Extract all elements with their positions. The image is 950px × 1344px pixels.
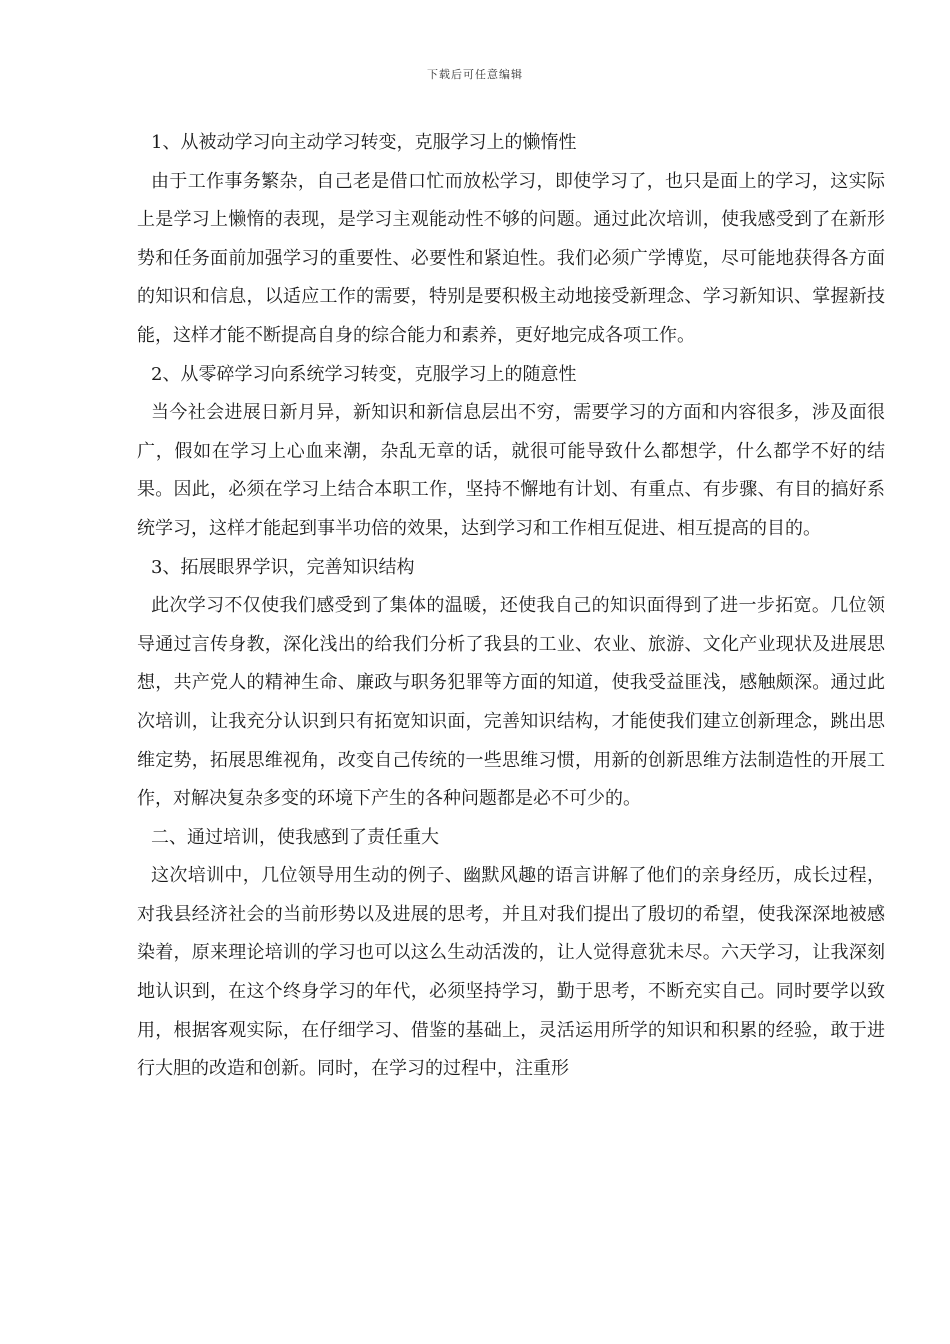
paragraph: 这次培训中，几位领导用生动的例子、幽默风趣的语言讲解了他们的亲身经历，成长过程，对我县经济社会的当前形势以及进展的思考，并且对我们提出了殷切的希望，使我深深地被感染着，原来理论培训的学习也可以这么生动活泼的，让人觉得意犹未尽。六天学习，让我深刻地认识到，在这个终身学习的年代，必须坚持学习，勤于思考，不断充实自己。同时要学以致用，根据客观实际，在仔细学习、借鉴的基础上，灵活运用所学的知识和积累的经验，敢于进行大胆的改造和创新。同时，在学习的过程中，注重形 [137, 865, 885, 1080]
paragraph: 此次学习不仅使我们感受到了集体的温暖，还使我自己的知识面得到了进一步拓宽。几位领导通过言传身教，深化浅出的给我们分析了我县的工业、农业、旅游、文化产业现状及进展思想，共产党人的精神生命、廉政与职务犯罪等方面的知道，使我受益匪浅，感触颇深。通过此次培训，让我充分认识到只有拓宽知识面，完善知识结构，才能使我们建立创新理念，跳出思维定势，拓展思维视角，改变自己传统的一些思维习惯，用新的创新思维方法制造性的开展工作，对解决复杂多变的环境下产生的各种问题都是必不可少的。 [137, 595, 885, 810]
section-heading: 2、从零碎学习向系统学习转变，克服学习上的随意性 [151, 363, 577, 385]
paragraph: 当今社会进展日新月异，新知识和新信息层出不穷，需要学习的方面和内容很多，涉及面很广，假如在学习上心血来潮，杂乱无章的话，就很可能导致什么都想学，什么都学不好的结果。因此，必须在学习上结合本职工作，坚持不懈地有计划、有重点、有步骤、有目的搞好系统学习，这样才能起到事半功倍的效果，达到学习和工作相互促进、相互提高的目的。 [137, 402, 885, 539]
paragraph: 由于工作事务繁杂，自己老是借口忙而放松学习，即使学习了，也只是面上的学习，这实际上是学习上懒惰的表现，是学习主观能动性不够的问题。通过此次培训，使我感受到了在新形势和任务面前加强学习的重要性、必要性和紧迫性。我们必须广学博览，尽可能地获得各方面的知识和信息，以适应工作的需要，特别是要积极主动地接受新理念、学习新知识、掌握新技能，这样才能不断提高自身的综合能力和素养，更好地完成各项工作。 [137, 170, 885, 346]
section-heading: 1、从被动学习向主动学习转变，克服学习上的懒惰性 [151, 132, 577, 153]
section-heading: 二、通过培训，使我感到了责任重大 [151, 826, 439, 848]
document-body [137, 124, 885, 1089]
section-heading: 3、拓展眼界学识，完善知识结构 [151, 556, 415, 578]
header-note: 下载后可任意编辑 [427, 68, 523, 81]
